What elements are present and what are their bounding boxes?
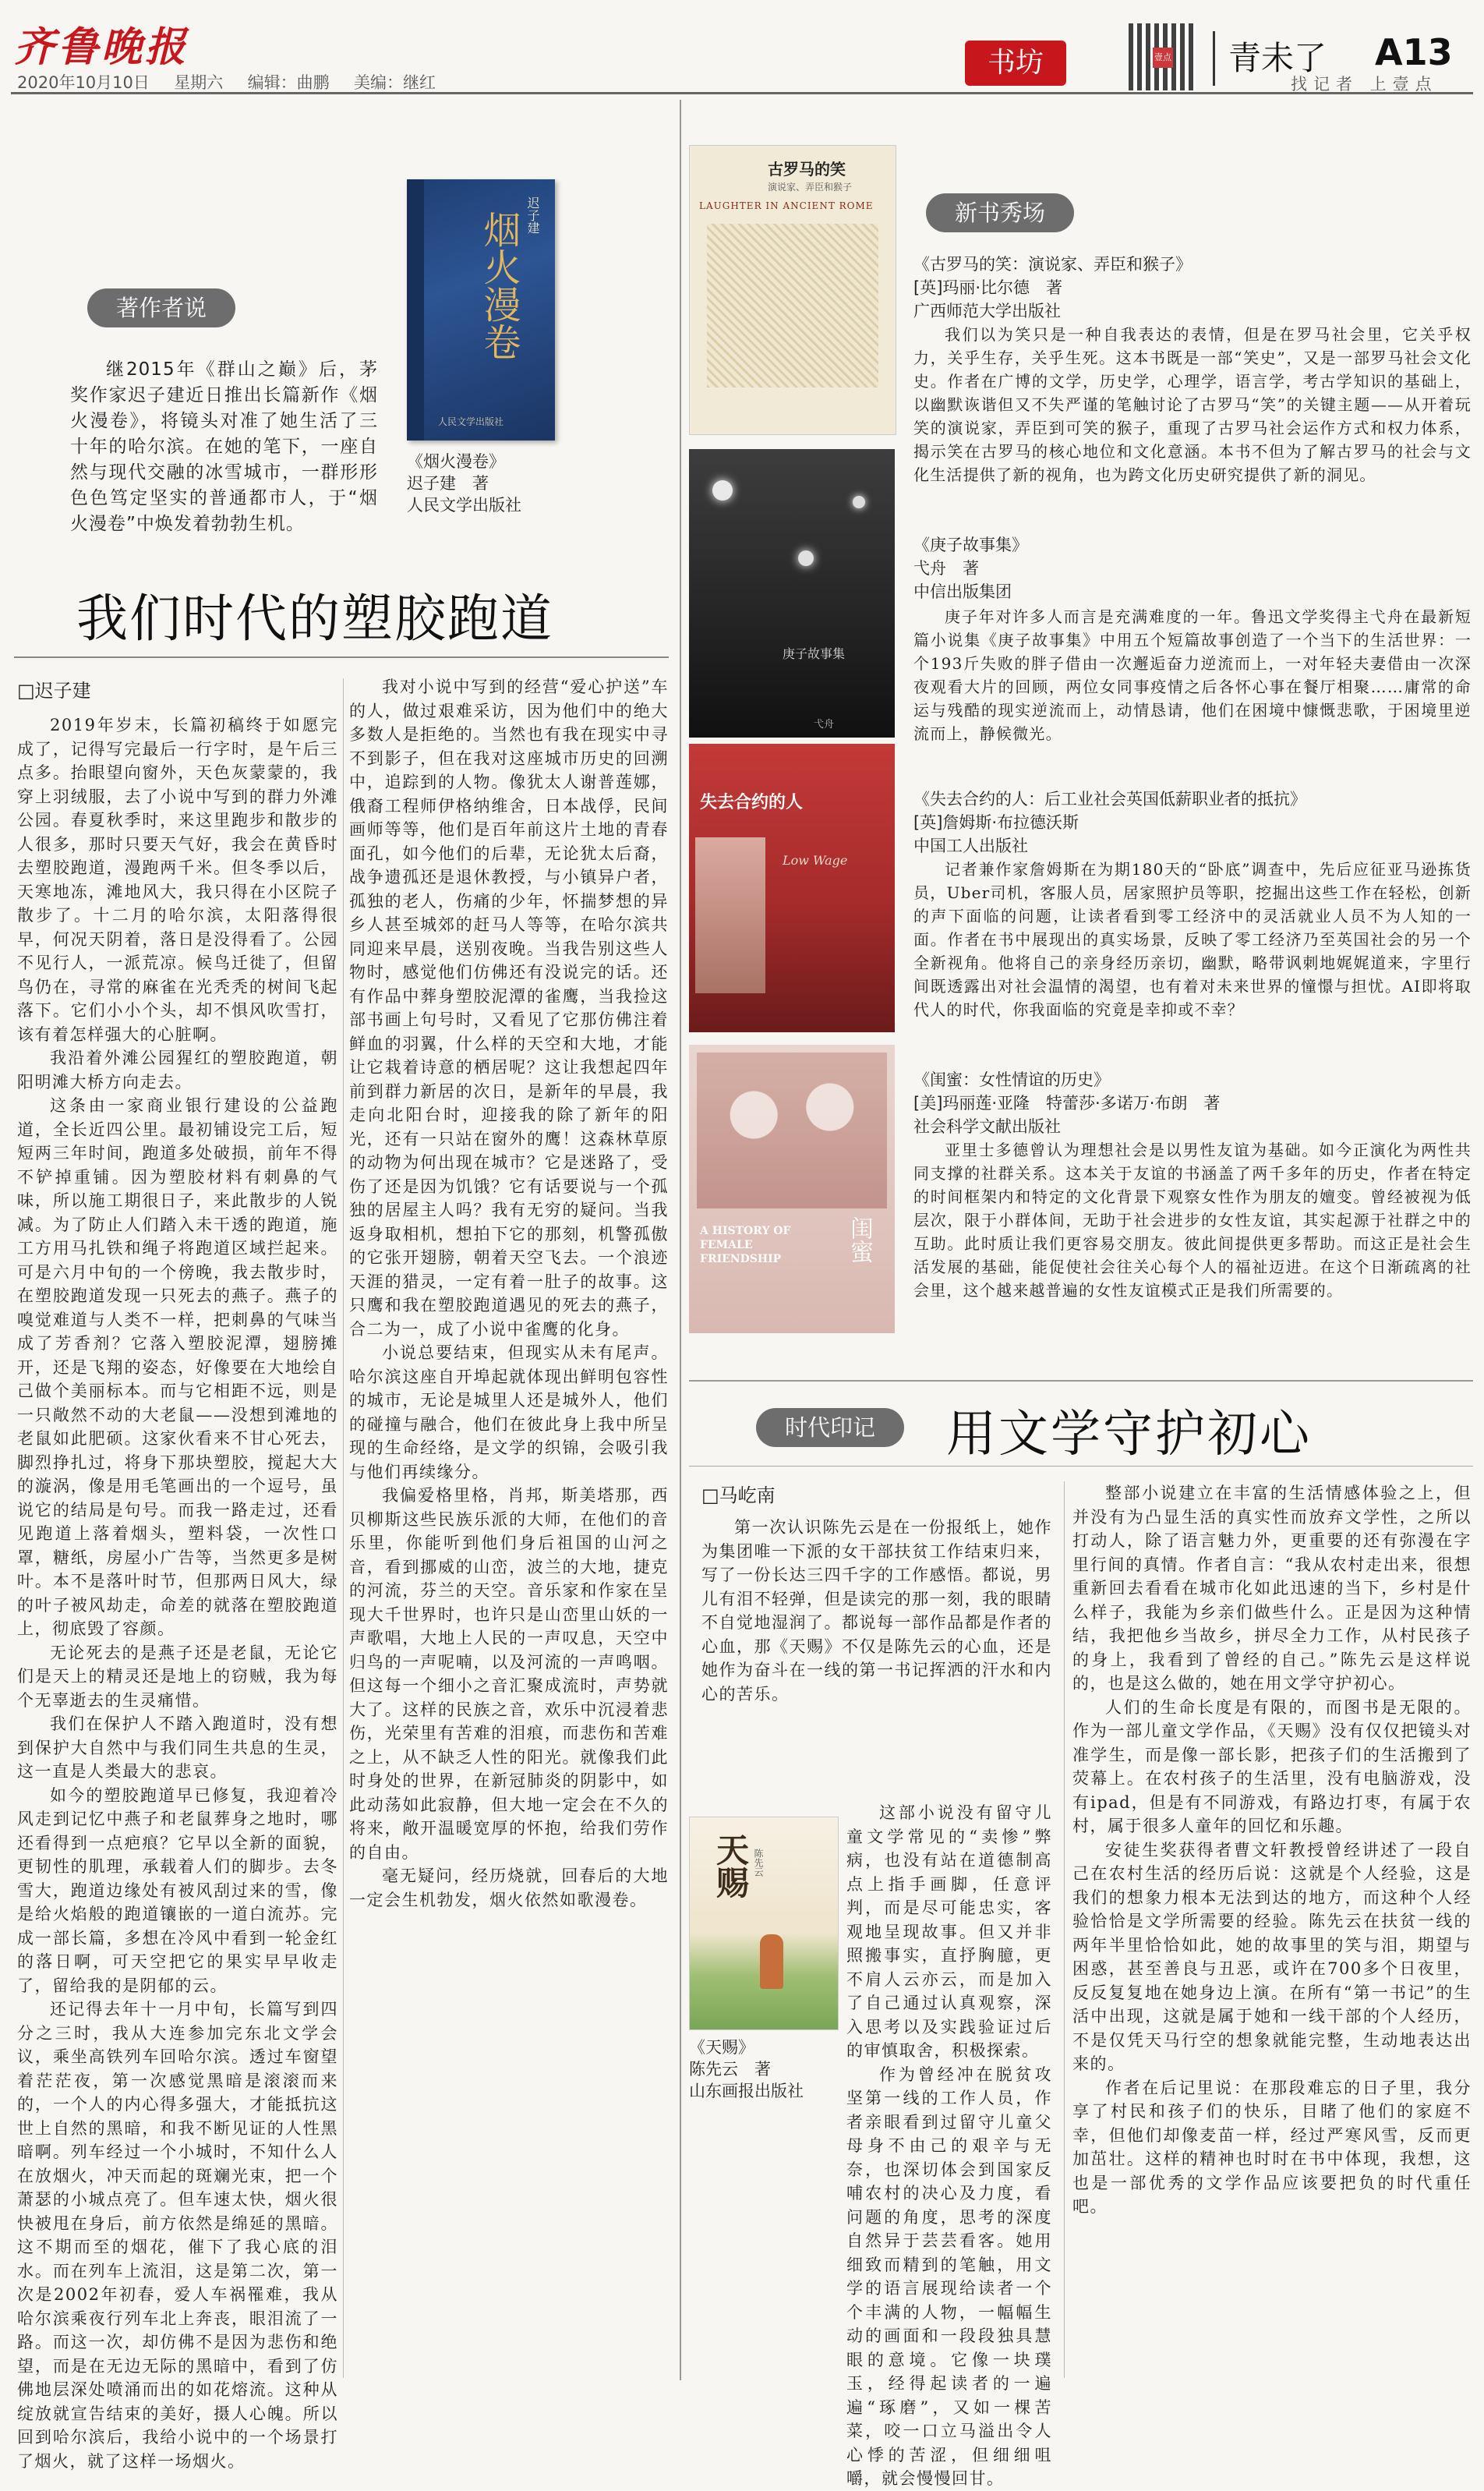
book-info-guimi <box>913 1068 1220 1138</box>
column-divider <box>343 678 344 2378</box>
issue-weekday: 星期六 <box>174 73 224 92</box>
book-author: [英]詹姆斯·布拉德沃斯 <box>913 813 1079 832</box>
article-paragraph: 小说总要结束，但现实从未有尾声。哈尔滨这座自开埠起就体现出鲜明包容性的城市，无论是城里人还是城外人，他们的碰撞与融合，他们在彼此身上我中所呈现的生命经络，是文学的织锦，会吸引我与他们再续缘分。 <box>349 1343 669 1481</box>
book-review-guimi: 亚里士多德曾认为理想社会是以男性友谊为基础。如今正演化为两性共同支撑的社群关系。这本关于友谊的书涵盖了两千多年的历史，作者在特定的时间框架内和特定的文化背景下观察女性作为朋友的嬗变。曾经被视为低层次，限于小群体间，无助于社会进步的女性友谊，其实起源于社群之中的互助。此时质让我们更容易交朋友。彼此间提供更多帮助。而这正是社会生活发展的基础，能促使社会往关心每个人的福祉迈进。在这个日渐疏离的社会里，这个越来越普遍的女性友谊模式正是我们所需要的。 <box>913 1141 1472 1300</box>
book-publisher: 社会科学文献出版社 <box>913 1117 1061 1136</box>
cover-subtitle: A HISTORY OF FEMALE FRIENDSHIP <box>700 1225 791 1265</box>
issue-date: 2020年10月10日 <box>17 73 150 92</box>
book-title: 《失去合约的人：后工业社会英国低薪职业者的抵抗》 <box>913 790 1306 809</box>
cover-title: 庚子故事集 <box>783 646 846 661</box>
era-mark-headline-rule <box>689 1466 1473 1467</box>
page-number: A13 <box>1375 31 1453 73</box>
book-publisher: 中信出版集团 <box>913 582 1012 601</box>
cover-author: 陈先云 <box>753 1849 764 1877</box>
slogan: 找记者 上壹点 <box>1291 75 1438 94</box>
book-publisher: 山东画报出版社 <box>689 2082 804 2100</box>
author-talk-tag: 著作者说 <box>87 288 235 327</box>
cover-author: 弋舟 <box>814 719 835 731</box>
book-title: 《闺蜜：女性情谊的历史》 <box>913 1070 1110 1089</box>
new-books-tag: 新书秀场 <box>926 193 1074 232</box>
qr-code[interactable] <box>1129 23 1196 90</box>
section-divider-right <box>689 1380 1473 1382</box>
era-mark-column-1-top: 第一次认识陈先云是在一份报纸上，她作为集团唯一下派的女干部扶贫工作结束归来，写了一份长达三四千字的工作感悟。都说，男儿有泪不轻弹，但是读完的那一刻，我的眼睛不自觉地湿润了。都说每一部作品都是作者的心血，那《天赐》不仅是陈先云的心血，还是她作为奋斗在一线的第一书记挥洒的汗水和内心的苦乐。 <box>701 1518 1052 1704</box>
qr-badge: 壹点 <box>1153 48 1173 68</box>
book-cover-rome <box>689 145 896 435</box>
cover-subtitle: 演说家、弄臣和猴子 <box>768 182 853 193</box>
article-paragraph: 如今的塑胶跑道早已修复，我迎着冷风走到记忆中燕子和老鼠葬身之地时，哪还看得到一点疤痕？它早以全新的面貌，更韧性的肌理，承载着人们的脚步。去冬雪大，跑道边缘处有被风刮过来的雪，像是给火焰般的跑道镶嵌的一道白流苏。完成一部长篇，多想在冷风中看到一轮金红的落日啊，可天空把它的果实早早收走了，留给我的是阴郁的云。 <box>17 1785 338 1995</box>
cover-subtitle: Low Wage <box>783 853 848 868</box>
book-author: [美]玛丽莲·亚隆 特蕾莎·多诺万·布朗 著 <box>913 1094 1221 1113</box>
book-review-rome: 我们以为笑只是一种自我表达的表情，但是在罗马社会里，它关乎权力，关乎生存，关乎生死。这本书既是一部“笑史”，又是一部罗马社会文化史。作者在广博的文学，历史学，心理学，语言学，考古学知识的基础上，以幽默诙谐但又不失严谨的笔触讨论了古罗马“笑”的关键主题——从开着玩笑的演说家，弄臣到可笑的猴子，重现了古罗马社会运作方式和权力体系，揭示笑在古罗马的核心地位和文化意涵。本书不但为了解古罗马的社会与文化生活提供了新的视角，也为跨文化历史研究提供了新的洞见。 <box>913 325 1472 484</box>
article-paragraph: 我沿着外滩公园猩红的塑胶跑道，朝阳明滩大桥方向走去。 <box>17 1049 338 1092</box>
article-byline: □迟子建 <box>17 680 91 702</box>
era-mark-column-1-wrap: 这部小说没有留守儿童文学常见的“卖惨”弊病，也没有站在道德制高点上指手画脚，任意评判，而是尽可能忠实，客观地呈现故事。但又并非照搬事实，直抒胸臆，更不肩人云亦云，而是加入了自己通过认真观察，深入思考以及实践验证过后的审慎取舍，积极探索。 作为曾经冲在脱贫攻坚第一线的工作人员，作者亲眼看到过留守儿童父母身不由己的艰辛与无奈，也深切体会到国家反哺农村的决心及力度，看问题的角度，思考的深度自然异于芸芸看客。她用细致而精到的笔触，用文学的语言展现给读者一个个丰满的人物，一幅幅生动的画面和一段段独具慧眼的意境。它像一块璞玉，经得起读者的一遍遍“琢磨”，又如一棵苦菜，咬一口立马溢出令人心悸的苦涩，但细细咀嚼，就会慢慢回甘。 <box>846 1803 1052 2488</box>
era-column-divider <box>1064 1481 1065 2378</box>
book-publisher: 中国工人出版社 <box>913 837 1028 855</box>
section-tag-label: 书坊 <box>987 47 1044 79</box>
article-paragraph: 2019年岁末，长篇初稿终于如愿完成了，记得写完最后一行字时，是午后三点多。抬眼望向窗外，天色灰蒙蒙的，我穿上羽绒服，去了小说中写到的群力外滩公园。春夏秋季时，来这里跑步和散步的人很多，那时只要天气好，我会在黄昏时去塑胶跑道，漫跑两千米。但冬季以后，天寒地冻，滩地风大，我只得在小区院子散步了。十二月的哈尔滨，太阳落得很早，何况天阴着，落日是没得看了。公园不见行人，一派荒凉。候鸟迁徙了，但留鸟仍在，寻常的麻雀在光秃秃的树间飞起落下。它们小小个头，却不惧风吹雪打，该有着怎样强大的心脏啊。 <box>17 716 338 1044</box>
article-paragraph: 我们在保护人不踏入跑道时，没有想到保护大自然中与我们同生共息的生灵，这一直是人类最大的悲哀。 <box>17 1714 338 1781</box>
article-paragraph: 毫无疑问，经历烧就，回春后的大地一定会生机勃发，烟火依然如歌漫卷。 <box>349 1866 669 1909</box>
article-column-1 <box>17 713 338 2471</box>
book-info-rome <box>913 253 1192 323</box>
era-mark-byline: □马屹南 <box>701 1484 776 1506</box>
cover-publisher: 人民文学出版社 <box>438 416 504 427</box>
book-info-low-wage <box>913 787 1306 858</box>
cover-en-title: LAUGHTER IN ANCIENT ROME <box>699 200 874 211</box>
editor-credit: 编辑：曲鹏 <box>247 73 330 92</box>
book-cover-gengzi <box>689 449 895 738</box>
article-paragraph: 无论死去的是燕子还是老鼠，无论它们是天上的精灵还是地上的窃贼，我为每个无辜逝去的生灵痛惜。 <box>17 1643 338 1710</box>
cover-title: 烟火漫卷 <box>477 211 521 360</box>
book-review-low-wage: 记者兼作家詹姆斯在为期180天的“卧底”调查中，先后应征亚马逊拣货员，Uber司机，客服人员，居家照护员等职，挖掘出这些工作在轻松，创新的声下面临的问题，让读者看到零工经济中的灵活就业人员不为人知的一面。作者在书中展现出的真实场景，反映了零工经济乃至英国社会的另一个全新视角。他将自己的亲身经历亲切，幽默，略带讽刺地娓娓道来，字里行间既透露出对社会温情的渴望，也有着对未来世界的憧憬与担忧。AI即将取代人的时代，你我面临的究竟是幸抑或不幸？ <box>913 860 1472 1019</box>
book-author: [英]玛丽·比尔德 著 <box>913 278 1063 297</box>
era-mark-column-2: 整部小说建立在丰富的生活情感体验之上，但并没有为凸显生活的真实性而放弃文学性，之所以打动人，除了语言魅力外，更重要的还有弥漫在字里行间的真情。作者自言：“我从农村走出来，很想重新回去看看在城市化如此迅速的当下，乡村是什么样子，我能为乡亲们做些什么。正是因为这种情结，我把他乡当故乡，拼尽全力工作，从村民孩子的身上，我看到了曾经的自己。”陈先云是这样说的，也是这么做的，她在用文学守护初心。 人们的生命长度是有限的，而图书是无限的。作为一部儿童文学作品，《天赐》没有仅仅把镜头对准学生，而是像一部长影，把孩子们的生活搬到了荧幕上。在农村孩子的生活里，没有电脑游戏，没有ipad，但是有不同游戏，有路边打枣，有属于农村，属于很多人童年的回忆和乐趣。 安徒生奖获得者曹文轩教授曾经讲述了一段自己在农村生活的经历后说：这就是个人经验，这是我们的想象力根本无法到达的地方，而这种个人经验恰恰是文学所需要的经验。陈先云在扶贫一线的两年半里恰恰如此，她的故事里的笑与泪，期望与困惑，甚至善良与丑恶，或许在700多个日夜里，反反复复地在她身边上演。在所有“第一书记”的生活中出现，这就是属于她和一线干部的个人经历，不是仅凭天马行空的想象就能完整，生动地表达出来的。 作者在后记里说：在那段难忘的日子里，我分享了村民和孩子们的快乐，目睹了他们的家庭不幸，但他们却像麦苗一样，经过严寒风雪，反而更加茁壮。这样的精神也时时在书中体现，我想，这也是一部优秀的文学作品应该要把负的时代重任吧。 <box>1072 1484 1472 2216</box>
era-mark-headline: 用文学守护初心 <box>946 1406 1312 1463</box>
article-paragraph: 我偏爱格里格，肖邦，斯美塔那，西贝柳斯这些民族乐派的大师，在他们的音乐里，你能听到他们身后祖国的山河之音，看到挪威的山峦，波兰的大地，捷克的河流，芬兰的天空。音乐家和作家在呈现大千世界时，也许只是山峦里山妖的一声歌唱，大地上人民的一声叹息，天空中归鸟的一声呢喃，以及河流的一声鸣咽。但这每一个细小之音汇聚成流时，声势就大了。这样的民族之音，欢乐中沉浸着悲伤，光荣里有苦难的泪痕，而悲伤和苦难之上，从不缺乏人性的阳光。就像我们此时身处的世界，在新冠肺炎的阴影中，如此动荡如此寂静，但大地一定会在不久的将来，敞开温暖宽厚的怀抱，给我们劳作的自由。 <box>349 1486 669 1862</box>
book-cover-low-wage <box>689 744 895 1032</box>
edition-name: 青未了 <box>1228 39 1327 77</box>
book-publisher: 广西师范大学出版社 <box>913 302 1061 320</box>
book-publisher: 人民文学出版社 <box>407 496 521 515</box>
cover-title: 天赐 <box>712 1833 750 1898</box>
article-paragraph: 还记得去年十一月中旬，长篇写到四分之三时，我从大连参加完东北文学会议，乘坐高铁列车回哈尔滨。透过车窗望着茫茫夜，第一次感觉黑暗是滚滚而来的，一个人的内心得多强大，才能抵抗这世上自然的黑暗，和我不断见证的人性黑暗啊。列车经过一个小城时，不知什么人在放烟火，冲天而起的斑斓光束，把一个萧瑟的小城点亮了。但车速太快，烟火很快被甩在身后，前方依然是绵延的黑暗。这不期而至的烟花，催下了我心底的泪水。而在列车上流泪，这是第二次，第一次是2002年初春，爱人车祸罹难，我从哈尔滨乘夜行列车北上奔丧，眼泪流了一路。而这一次，却仿佛不是因为悲伤和绝望，而是在无边无际的黑暗中，看到了仿佛地层深处喷涌而出的如花熔流。这种从绽放就宣告结束的美好，摄人心魄。所以回到哈尔滨后，我给小说中的一个场景打了烟火，就了这样一场烟火。 <box>17 2000 338 2471</box>
book-review-gengzi: 庚子年对许多人而言是充满难度的一年。鲁迅文学奖得主弋舟在最新短篇小说集《庚子故事集》中用五个短篇故事创造了一个当下的生活世界：一个193斤失败的胖子借由一次邂逅奋力逆流而上，一对年轻夫妻借由一次深夜观看大片的回顾，两位女同事疫情之后各怀心事在餐厅相聚……庸常的命运与残酷的现实逆流而上，动情恳请，他们在困境中慷慨悲歌，于困境里逆流而上，静候微光。 <box>913 607 1472 743</box>
section-tag <box>965 41 1066 86</box>
author-talk-intro: 继2015年《群山之巅》后，茅奖作家迟子建近日推出长篇新作《烟火漫卷》，将镜头对准了她生活了三十年的哈尔滨。在她的笔下，一座自然与现代交融的冰雪城市，一群形形色色笃定坚实的普通都市人，于“烟火漫卷”中焕发着勃勃生机。 <box>70 359 378 534</box>
article-headline: 我们时代的塑胶跑道 <box>76 589 553 649</box>
masthead <box>14 14 209 69</box>
header-rule <box>11 92 1473 94</box>
era-mark-tag: 时代印记 <box>756 1408 904 1447</box>
cover-title: 失去合约的人 <box>700 792 804 812</box>
book-info-gengzi <box>913 533 1028 603</box>
book-author: 陈先云 著 <box>689 2060 771 2079</box>
article-column-2 <box>349 675 669 2378</box>
designer-credit: 美编：继红 <box>354 73 436 92</box>
article-paragraph: 我对小说中写到的经营“爱心护送”车的人，做过艰难采访，因为他们中的绝大多数人是拒绝的。当然也有我在现实中寻不到影子，但在我对这座城市历史的回溯中，追踪到的人物。像犹太人谢普莲娜，俄裔工程师伊格纳维舍，日本战俘，民间画师等等，他们是百年前这片土地的青春面孔，如今他们的后辈，无论犹太后裔，战争遗孤还是退休教授，与小镇异户者，孤独的老人，伤痛的少年，怀揣梦想的异乡人甚至城郊的赶马人等等，在哈尔滨共同迎来早晨，送别夜晚。当我告别这些人物时，感觉他们仿佛还有没说完的话。还有作品中葬身塑胶泥潭的雀鹰，当我捡这部书画上句号时，又看见了它那仿佛注着鲜血的羽翼，什么样的天空和大地，才能让它栽着诗意的栖居呢？这让我想起四年前到群力新居的次日，是新年的早晨，我走向北阳台时，迎接我的除了新年的阳光，还有一只站在窗外的鹰！这森林草原的动物为何出现在城市？它是迷路了，受伤了还是因为饥饿？它有话要说与一个孤独的居屋主人吗？我有无穷的疑问。当我返身取相机，想拍下它的那刻，机警孤傲的它张开翅膀，朝着天空飞去。一个浪迹天涯的猎灵，一定有着一肚子的故事。这只鹰和我在塑胶跑道遇见的死去的燕子，合二为一，成了小说中雀鹰的化身。 <box>349 678 669 1339</box>
book-author: 弋舟 著 <box>913 559 979 578</box>
cover-title: 古罗马的笑 <box>768 160 846 179</box>
book-cover-yanhuo <box>407 179 555 441</box>
article-headline-rule <box>14 656 669 658</box>
masthead-title: 齐鲁晚报 <box>14 23 189 71</box>
cover-author: 迟子建 <box>525 196 540 234</box>
book-title: 《庚子故事集》 <box>913 536 1028 554</box>
book-author: 迟子建 著 <box>407 474 489 493</box>
book-info-yanhuo <box>407 451 521 516</box>
page-vertical-divider <box>680 100 681 2380</box>
article-paragraph: 这条由一家商业银行建设的公益跑道，全长近四公里。最初铺设完工后，短短两三年时间，跑道多处破损，前年不得不铲掉重铺。因为塑胶材料有刺鼻的气味，所以施工期很日子，来此散步的人锐减。为了防止人们踏入未干透的跑道，施工方用马扎铁和绳子将跑道区域拦起来。可是六月中旬的一个傍晚，我去散步时，在塑胶跑道发现一只死去的燕子。燕子的嗅觉难道与人类不一样，把刺鼻的气味当成了芳香剂？它落入塑胶泥潭，翅膀摊开，还是飞翔的姿态，好像要在大地绘自己做个美丽标本。而与它相距不远，则是一只敞然不动的大老鼠——没想到滩地的老鼠如此肥硕。这家伙看来不甘心死去，脚烈挣扎过，将身下那块塑胶，搅起大大的漩涡，像是用毛笔画出的一个逗号，虽说它的结局是句号。而我一路走过，还看见跑道上落着烟头，塑料袋，一次性口罩，糖纸，房屋小广告等，当然更多是树叶。本不是落叶时节，但那两日风大，绿的叶子被风劫走，命差的就落在塑胶跑道上，彻底毁了容颜。 <box>17 1096 338 1638</box>
book-cover-guimi <box>689 1045 895 1333</box>
header-meta <box>17 70 436 94</box>
cover-title: 闺蜜 <box>846 1216 873 1263</box>
book-title: 《烟火漫卷》 <box>407 452 505 471</box>
edition-divider <box>1213 31 1215 86</box>
book-title: 《古罗马的笑：演说家、弄臣和猴子》 <box>913 255 1192 274</box>
book-cover-tianci <box>689 1817 839 2030</box>
book-title: 《天赐》 <box>689 2038 754 2057</box>
book-info-tianci <box>689 2036 804 2102</box>
